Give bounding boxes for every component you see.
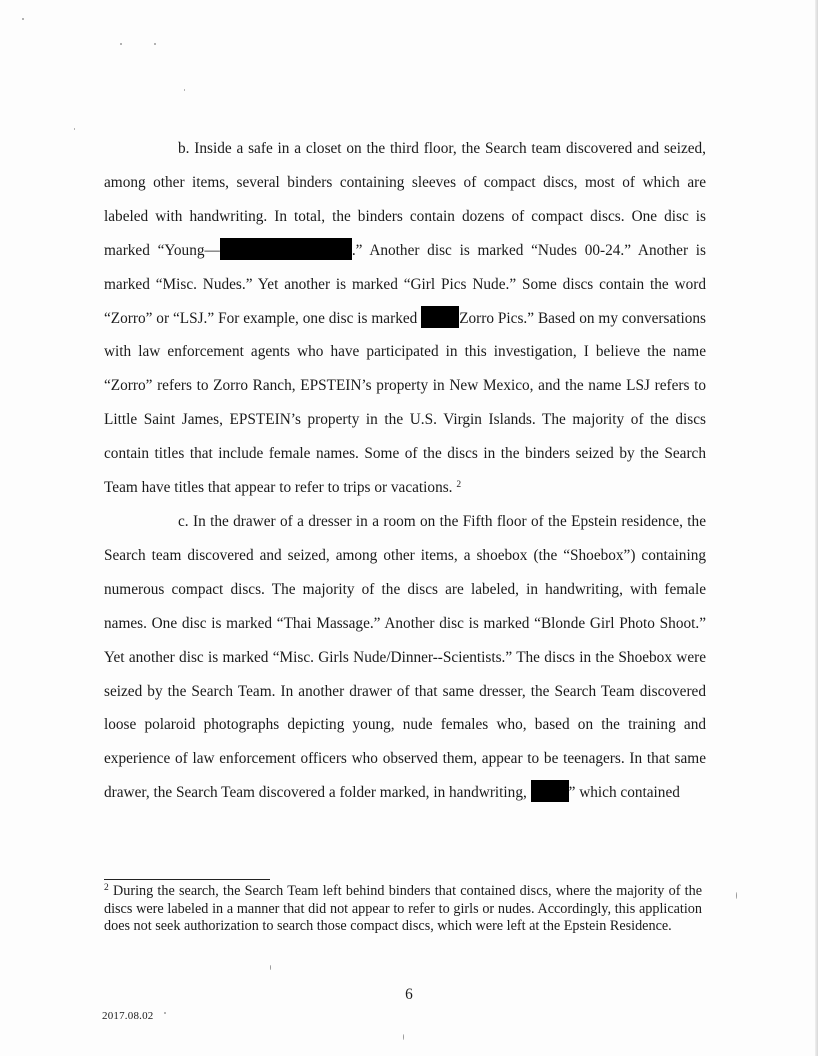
footnote-reference: 2	[456, 480, 462, 491]
scan-speck	[74, 128, 75, 130]
scan-speck	[120, 43, 122, 45]
paragraph-c	[104, 505, 706, 810]
scan-speck	[164, 1012, 166, 1014]
body-text	[104, 132, 706, 810]
footnote-number: 2	[104, 883, 109, 893]
redaction-box	[531, 780, 569, 802]
paragraph-b-part2: .” Another disc is marked “Nudes 00-24.” Another is marked “Misc. Nudes.” Yet another is marked “Girl Pics Nude.” Some discs contain the word “Zorro” or “LSJ.” For example, one disc is marked	[104, 241, 706, 327]
footnote-divider	[104, 879, 270, 880]
scan-speck	[22, 18, 24, 20]
scan-speck	[184, 89, 185, 91]
paragraph-b-part1: b. Inside a safe in a closet on the third floor, the Search team discovered and seized, among other items, several binders containing sleeves of compact discs, most of which are labeled with handwriting. In total, the binders contain dozens of compact discs. One disc is marked “Young—	[104, 140, 706, 259]
paragraph-b	[104, 132, 706, 505]
scan-speck	[736, 892, 737, 899]
footnote	[104, 883, 702, 936]
document-date: 2017.08.02	[102, 1010, 154, 1022]
paragraph-c-part1: c. In the drawer of a dresser in a room on the Fifth floor of the Epstein residence, the Search team discovered and seized, among other items, a shoebox (the “Shoebox”) containing numerous compact discs. The majority of the discs are labeled, in handwriting, with female names. One disc is marked “Thai Massage.” Another disc is marked “Blonde Girl Photo Shoot.” Yet another disc is marked “Misc. Girls Nude/Dinner--Scientists.” The discs in the Shoebox were seized by the Search Team. In another drawer of that same dresser, the Search Team discovered loose polaroid photographs depicting young, nude females who, based on the training and experience of law enforcement officers who observed them, appear to be teenagers. In that same drawer, the Search Team discovered a folder marked, in handwriting,	[104, 512, 706, 802]
redaction-box	[220, 238, 352, 260]
page-number: 6	[405, 986, 413, 1003]
scan-speck	[403, 1034, 404, 1040]
redaction-box	[421, 306, 459, 328]
footnote-text: During the search, the Search Team left behind binders that contained discs, where the majority of the discs were labeled in a manner that did not appear to refer to girls or nudes. Accordingly, this application does not seek authorization to search those compact discs, which were left at the Epstein Residence.	[104, 883, 702, 935]
scan-speck	[154, 43, 156, 45]
scan-speck	[270, 965, 271, 970]
paragraph-c-part2: ” which contained	[568, 784, 680, 802]
paragraph-b-part3: Zorro Pics.” Based on my conversations with law enforcement agents who have participated in this investigation, I believe the name “Zorro” refers to Zorro Ranch, EPSTEIN’s property in New Mexico, and the name LSJ refers to Little Saint James, EPSTEIN’s property in the U.S. Virgin Islands. The majority of the discs contain titles that include female names. Some of the discs in the binders seized by the Search Team have titles that appear to refer to trips or vacations.	[104, 309, 706, 497]
